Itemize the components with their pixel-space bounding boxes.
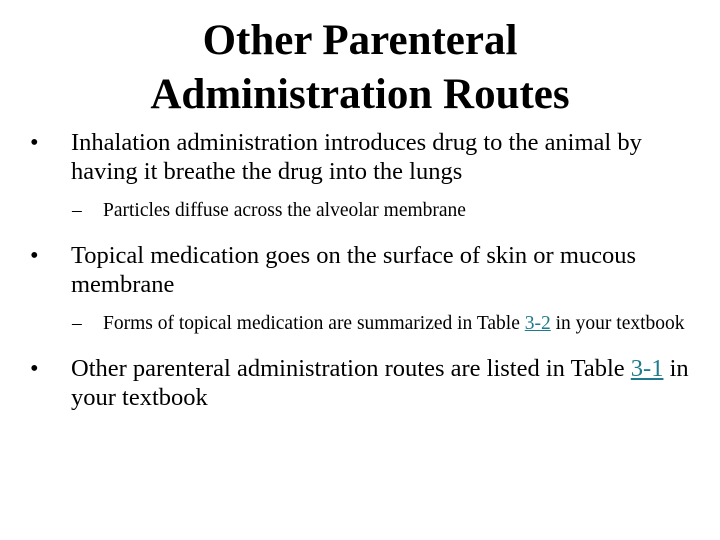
bullet-topical-text: Topical medication goes on the surface of skin or mucous membrane: [71, 242, 637, 298]
bullet-inhalation-text: Inhalation administration introduces drug to the animal by having it breathe the drug into the lungs: [71, 129, 642, 185]
slide-body: [30, 128, 700, 412]
bullet-inhalation: [30, 128, 700, 186]
sub-bullet-particles: [30, 199, 700, 223]
sub-bullet-topical-forms-post: in your textbook: [550, 313, 685, 334]
bullet-other-routes-post: in your textbook: [71, 355, 689, 411]
title-line-1: Other Parenteral: [202, 17, 518, 64]
bullet-marker: •: [30, 242, 39, 269]
sub-bullet-particles-text: Particles diffuse across the alveolar membrane: [103, 200, 466, 221]
title-line-2: Administration Routes: [150, 71, 570, 118]
table-3-1-link[interactable]: 3-1: [630, 355, 664, 382]
bullet-marker: •: [30, 129, 39, 156]
bullet-other-routes-pre: Other parenteral administration routes are listed in Table: [71, 355, 631, 382]
sub-bullet-topical-forms-pre: Forms of topical medication are summarized in Table: [103, 313, 525, 334]
bullet-topical: [30, 241, 700, 299]
slide-title: [0, 14, 720, 122]
sub-bullet-topical-forms: [30, 312, 700, 336]
table-3-2-link[interactable]: 3-2: [524, 313, 551, 334]
bullet-other-routes: [30, 354, 700, 412]
dash-marker: –: [72, 200, 82, 221]
dash-marker: –: [72, 313, 82, 334]
bullet-marker: •: [30, 355, 39, 382]
